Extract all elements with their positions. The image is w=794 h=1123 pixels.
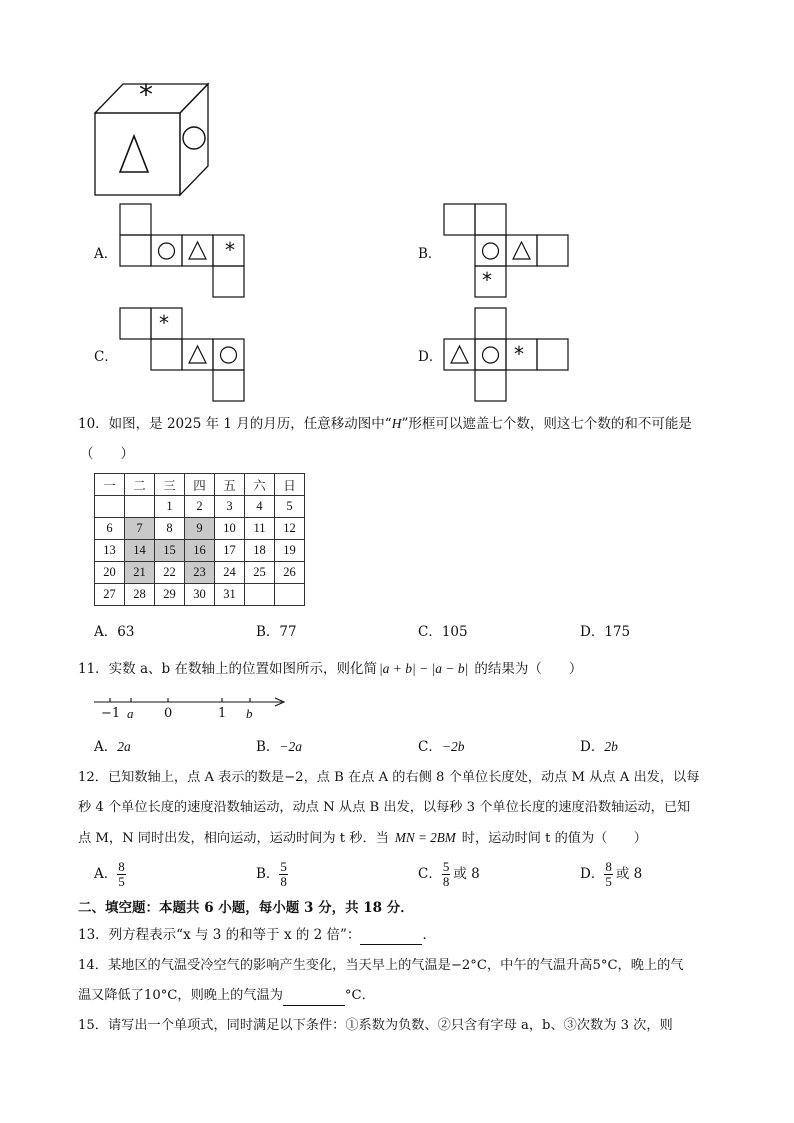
- q12-line2: 秒 4 个单位长度的速度沿数轴运动，动点 N 从点 B 出发，以每秒 3 个单位长度的速度沿数轴运动，已知: [78, 800, 691, 815]
- triangle-icon: [189, 242, 206, 259]
- q14-line2-text: 温又降低了10°C，则晚上的气温为: [78, 988, 283, 1003]
- calendar-cell: 22: [155, 562, 185, 584]
- option-label: D．: [580, 739, 605, 755]
- h-letter: H: [391, 416, 402, 431]
- option-label: D．: [580, 866, 605, 882]
- fraction-numerator: 5: [280, 859, 287, 874]
- calendar-table: [94, 473, 305, 606]
- q10-stem-end: ”形框可以遮盖七个数，则这七个数的和不可能是: [401, 416, 692, 432]
- triangle-icon: [189, 346, 206, 363]
- calendar-cell: [125, 496, 155, 518]
- q12-line1: 12．已知数轴上，点 A 表示的数是−2，点 B 在点 A 的右侧 8 个单位长度处，动点 M 从点 A 出发，以每: [78, 770, 700, 785]
- fraction: [117, 860, 126, 889]
- option-label: B．: [256, 866, 280, 882]
- q10-paren: （ ）: [80, 446, 134, 462]
- fraction: [279, 860, 288, 889]
- circle-icon: [483, 347, 499, 363]
- calendar-cell: 14: [125, 540, 155, 562]
- q11-stem-pre: 11．实数 a、b 在数轴上的位置如图所示，则化简: [78, 661, 377, 677]
- calendar-cell: 16: [185, 540, 215, 562]
- calendar-header-cell: 四: [185, 474, 215, 496]
- calendar-cell: 21: [125, 562, 155, 584]
- calendar-cell: 3: [215, 496, 245, 518]
- q11-option-b: [256, 737, 302, 757]
- q10-option-c: C．105: [418, 624, 468, 640]
- q11-option-a: [94, 737, 131, 757]
- calendar-cell: 11: [245, 518, 275, 540]
- axis-label-b: b: [246, 706, 253, 721]
- option-value: 2a: [117, 739, 131, 754]
- option-suffix: 或 8: [615, 866, 643, 882]
- q10-option-a: A．63: [94, 624, 135, 640]
- calendar-cell: 19: [275, 540, 305, 562]
- calendar-cell: 29: [155, 584, 185, 606]
- fraction-numerator: 5: [442, 859, 450, 874]
- calendar-cell: 31: [215, 584, 245, 606]
- calendar-cell: 18: [245, 540, 275, 562]
- calendar-cell: 25: [245, 562, 275, 584]
- net-c: [119, 307, 251, 404]
- star-icon: *: [159, 311, 169, 335]
- calendar-row: [95, 496, 305, 518]
- calendar-header-cell: 五: [215, 474, 245, 496]
- q15-line1: 15．请写出一个单项式，同时满足以下条件：①系数为负数、②只含有字母 a，b、③次数为 3 次，则: [78, 1018, 673, 1033]
- q10-stem-text: 10．如图，是 2025 年 1 月的月历，任意移动图中“: [78, 416, 392, 432]
- calendar-cell: [245, 584, 275, 606]
- calendar-cell: 4: [245, 496, 275, 518]
- circle-icon: [183, 127, 205, 149]
- fraction: [442, 860, 451, 889]
- calendar-cell: 10: [215, 518, 245, 540]
- calendar-cell: 7: [125, 518, 155, 540]
- calendar-cell: 15: [155, 540, 185, 562]
- q12-line3-post: 时，运动时间 t 的值为（ ）: [461, 831, 647, 846]
- option-label: C．: [418, 866, 442, 882]
- q11-stem-post: 的结果为（ ）: [474, 661, 583, 677]
- calendar-cell: [95, 496, 125, 518]
- fraction: [604, 860, 613, 889]
- calendar-cell: 2: [185, 496, 215, 518]
- q11-option-c: [418, 737, 464, 757]
- triangle-icon: [451, 346, 468, 363]
- calendar-cell: [275, 584, 305, 606]
- q12-equation: MN = 2BM: [394, 830, 456, 845]
- q9-option-a-label: A．: [94, 246, 118, 262]
- option-label: A．: [94, 866, 118, 882]
- triangle-icon: [120, 136, 148, 172]
- q14-line1: 14．某地区的气温受冷空气的影响产生变化，当天早上的气温是−2°C，中午的气温升高5°C，晚上的气: [78, 958, 684, 973]
- net-d: [443, 307, 575, 404]
- calendar-cell: 9: [185, 518, 215, 540]
- fraction-numerator: 8: [118, 859, 125, 874]
- fraction-numerator: 8: [605, 859, 612, 874]
- q12-line3-pre: 点 M，N 同时出发，相向运动，运动时间为 t 秒．当: [78, 831, 389, 846]
- q12-option-a: [94, 856, 126, 892]
- fraction-denominator: 8: [442, 874, 450, 889]
- q14-line2: [78, 986, 375, 1006]
- q9-option-d-label: D．: [418, 349, 443, 365]
- star-icon: *: [482, 268, 492, 292]
- q10-option-b: B．77: [256, 624, 297, 640]
- triangle-icon: [513, 242, 530, 259]
- calendar-cell: 6: [95, 518, 125, 540]
- option-label: B．: [256, 739, 280, 755]
- option-label: A．: [94, 739, 118, 755]
- fraction-denominator: 5: [118, 874, 125, 889]
- calendar-cell: 13: [95, 540, 125, 562]
- calendar-cell: 24: [215, 562, 245, 584]
- q12-option-c: [418, 856, 480, 892]
- q13: [78, 925, 436, 945]
- option-label: C．: [418, 739, 442, 755]
- calendar-header-cell: 二: [125, 474, 155, 496]
- axis-label-0: 0: [164, 706, 173, 721]
- calendar-row: [95, 540, 305, 562]
- q12-line3: [78, 828, 647, 849]
- circle-icon: [159, 243, 175, 259]
- section-heading: 二、填空题：本题共 6 小题，每小题 3 分，共 18 分．: [78, 900, 414, 916]
- calendar-cell: 5: [275, 496, 305, 518]
- calendar-cell: 23: [185, 562, 215, 584]
- star-icon: *: [139, 78, 153, 111]
- calendar-row: [95, 584, 305, 606]
- calendar-cell: 26: [275, 562, 305, 584]
- calendar-header-cell: 日: [275, 474, 305, 496]
- answer-blank: [283, 991, 345, 1006]
- calendar-cell: 1: [155, 496, 185, 518]
- calendar-cell: 20: [95, 562, 125, 584]
- q9-option-b-label: B．: [418, 246, 442, 262]
- calendar-cell: 8: [155, 518, 185, 540]
- answer-blank: [360, 930, 422, 945]
- q12-option-b: [256, 856, 288, 892]
- calendar-row: [95, 562, 305, 584]
- option-value: −2b: [441, 739, 465, 754]
- q9-option-c-label: C．: [94, 349, 118, 365]
- calendar-header-row: [95, 474, 305, 496]
- star-icon: *: [514, 342, 524, 366]
- q10-stem: [78, 414, 692, 434]
- q10-option-d: D．175: [580, 624, 631, 640]
- option-value: 2b: [604, 739, 618, 754]
- calendar-cell: 30: [185, 584, 215, 606]
- calendar-cell: 27: [95, 584, 125, 606]
- option-suffix: 或 8: [453, 866, 480, 882]
- calendar-row: [95, 518, 305, 540]
- star-icon: *: [225, 238, 235, 262]
- fraction-denominator: 5: [605, 874, 612, 889]
- q11-expression: |a + b| − |a − b|: [378, 661, 469, 676]
- calendar-header-cell: 六: [245, 474, 275, 496]
- number-line: [92, 693, 292, 725]
- fraction-denominator: 8: [280, 874, 287, 889]
- circle-icon: [483, 243, 499, 259]
- axis-label-neg1: −1: [101, 706, 121, 721]
- calendar-header-cell: 三: [155, 474, 185, 496]
- net-b: [443, 203, 575, 300]
- axis-label-1: 1: [218, 706, 227, 721]
- calendar-cell: 28: [125, 584, 155, 606]
- q11-option-d: [580, 737, 618, 757]
- q11-stem: [78, 659, 582, 679]
- calendar-header-cell: 一: [95, 474, 125, 496]
- q12-option-d: [580, 856, 642, 892]
- calendar-cell: 17: [215, 540, 245, 562]
- q13-text: 13．列方程表示“x 与 3 的和等于 x 的 2 倍”：: [78, 927, 361, 943]
- q14-line2-end: °C．: [344, 988, 375, 1003]
- calendar-cell: 12: [275, 518, 305, 540]
- option-value: −2a: [279, 739, 303, 754]
- axis-label-a: a: [127, 706, 134, 721]
- circle-icon: [221, 347, 237, 363]
- q13-end: ．: [422, 927, 436, 943]
